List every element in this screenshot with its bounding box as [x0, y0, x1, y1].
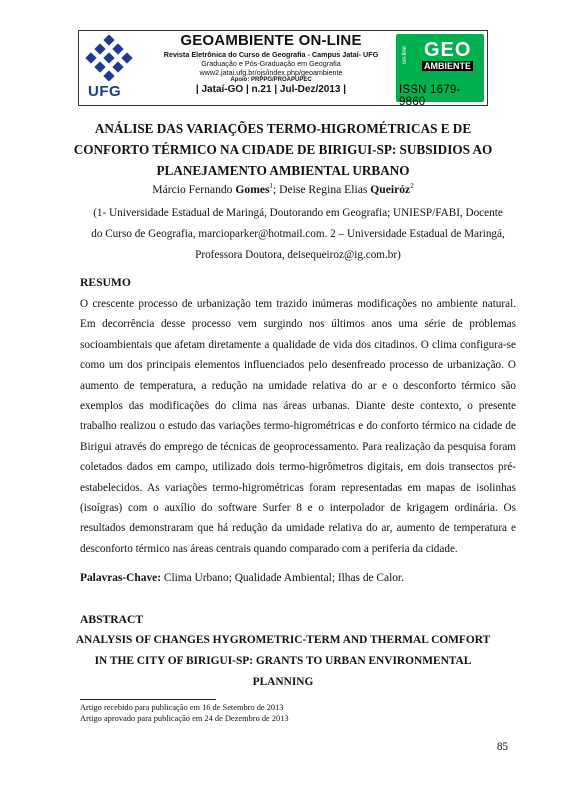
banner-text-block — [149, 31, 393, 105]
ufg-diamond-logo-icon — [83, 35, 145, 81]
footnote: Artigo recebido para publicação em 16 de Setembro de 2013 — [80, 703, 284, 712]
affiliation-line: do Curso de Geografia, marcioparker@hotmail.com. 2 – Universidade Estadual de Maringá, — [91, 228, 505, 240]
ufg-logo — [83, 35, 145, 101]
author-line — [40, 182, 526, 196]
footnote: Artigo aprovado para publicação em 24 de Dezembro de 2013 — [80, 714, 289, 723]
journal-title: GEOAMBIENTE ON-LINE — [180, 32, 362, 49]
issn-label: ISSN 1679-9860 — [399, 84, 461, 108]
journal-url[interactable]: www2.jatai.ufg.br/ojs/index.php/geoambiente — [199, 68, 343, 77]
ufg-logo-text: UFG — [88, 83, 122, 100]
resumo-body: O crescente processo de urbanização tem trazido inúmeras modificações no ambiente natural. Em decorrência desse processo vem surgindo nos últimos anos uma série de problemas socioambientais que afetam diretamente a qualidade de vida dos citadinos. O clima configura-se como um dos principais elementos influenciados pelo desenfreado processo de urbanização. O aumento de temperatura, a redução na umidade relativa do ar e o desconforto térmico são exemplos das modificações do clima nas áreas urbanas. Diante deste contexto, o presente trabalho realizou o estudo das variações termo-higrométricas e do conforto térmico na cidade de Birigui através do emprego de técnicas de geoprocessamento. Para realização da pesquisa foram coletados dados em campo, utilizado dois termo-higrômetros digitais, em dois transectos pré-estabelecidos. As variações termo-higrométricas foram representadas em mapas de isolinhas (isoígras) com o auxílio do software Surfer 8 e o interpolador de krigagem ordinária. Os resultados demonstraram que há redução da umidade relativa do ar, aumento de temperatura e desconforto térmico nas áreas centrais quando comparado com a periferia da cidade. — [80, 298, 516, 555]
keywords-label: Palavras-Chave: — [80, 572, 161, 584]
author1-sup: 1 — [269, 182, 274, 190]
keywords — [80, 572, 404, 584]
abstract-heading: ABSTRACT — [80, 613, 144, 626]
paper-title-line: ANÁLISE DAS VARIAÇÕES TERMO-HIGROMÉTRICAS E DE — [94, 121, 472, 136]
geo-logo-online: on-line — [402, 45, 408, 64]
footnote-divider — [80, 699, 216, 700]
english-title — [60, 630, 506, 693]
affiliations — [76, 203, 520, 266]
author1-given: Márcio Fernando — [152, 182, 233, 196]
keywords-text: Clima Urbano; Qualidade Ambiental; Ilhas de Calor. — [161, 572, 404, 584]
geo-logo-geo: GEO — [424, 39, 472, 61]
resumo-heading: RESUMO — [80, 276, 131, 289]
author-separator: ; Deise Regina Elias — [273, 182, 368, 196]
affiliation-line: Professora Doutora, deisequeiroz@ig.com.br) — [195, 249, 401, 261]
journal-issue: | Jataí-GO | n.21 | Jul-Dez/2013 | — [195, 84, 347, 95]
journal-program: Graduação e Pós-Graduação em Geografia — [201, 59, 341, 68]
author1-surname: Gomes — [235, 182, 270, 196]
english-title-line: ANALYSIS OF CHANGES HYGROMETRIC-TERM AND THERMAL COMFORT — [75, 634, 491, 646]
page-number: 85 — [496, 741, 508, 753]
geo-ambiente-logo — [396, 34, 484, 108]
journal-subtitle: Revista Eletrônica do Curso de Geografia - Campus Jataí- UFG — [163, 50, 379, 59]
english-title-line: IN THE CITY OF BIRIGUI-SP: GRANTS TO URBAN ENVIRONMENTAL — [94, 655, 472, 667]
english-title-line: PLANNING — [252, 676, 314, 688]
author2-surname: Queiróz — [370, 182, 411, 196]
paper-title — [40, 118, 526, 181]
author2-sup: 2 — [410, 182, 414, 190]
paper-title-line: CONFORTO TÉRMICO NA CIDADE DE BIRIGUI-SP: SUBSIDIOS AO — [73, 142, 493, 157]
journal-apoio: Apoio: PRPPG/PROAPUPEC — [230, 77, 312, 83]
affiliation-line: (1- Universidade Estadual de Maringá, Doutorando em Geografia; UNIESP/FABI, Docente — [93, 207, 503, 219]
paper-title-line: PLANEJAMENTO AMBIENTAL URBANO — [156, 163, 410, 178]
footnotes — [80, 702, 289, 724]
geo-logo-ambiente: AMBIENTE — [424, 61, 471, 71]
journal-banner — [78, 30, 488, 106]
